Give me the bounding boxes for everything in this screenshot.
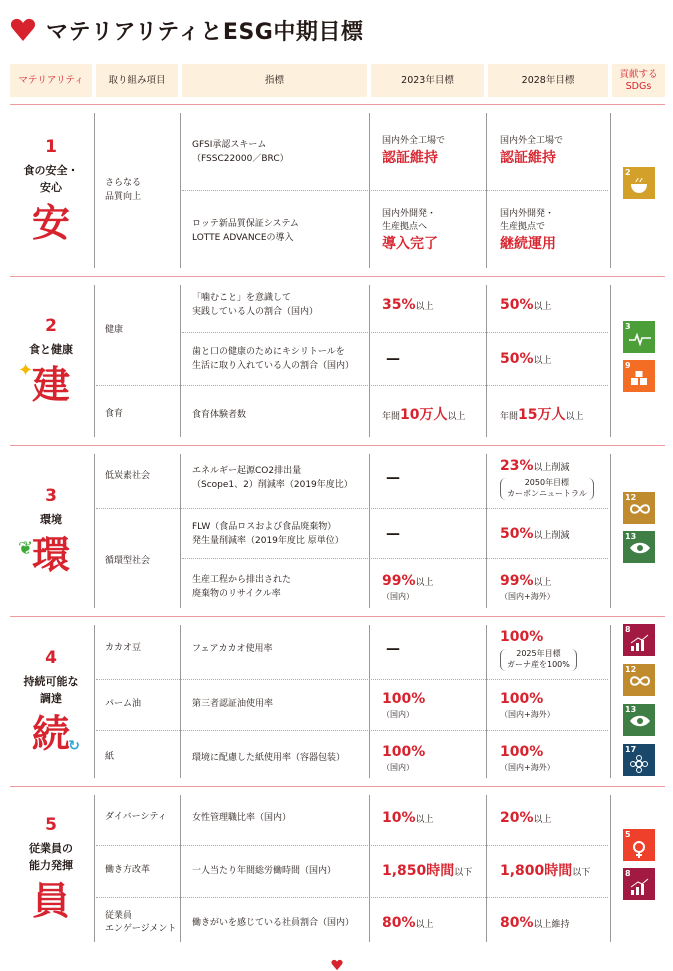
indicator: 一人当たり年間総労働時間（国内） bbox=[192, 865, 337, 876]
sdg-badge: 8 bbox=[623, 868, 655, 900]
target-2023: 国内外開発・ 生産拠点へ 導入完了 bbox=[382, 208, 438, 252]
materiality-label: 環境 bbox=[40, 512, 62, 526]
target-2023: 国内外全工場で 認証維持 bbox=[382, 136, 446, 167]
header-2023: 2023年目標 bbox=[371, 64, 484, 97]
header-2028: 2028年目標 bbox=[488, 64, 608, 97]
target-2028: 50%以上削減 bbox=[500, 525, 570, 542]
sub-item: さらなる 品質向上 bbox=[105, 178, 142, 202]
infinity-icon bbox=[629, 502, 651, 516]
materiality-kanji: 安 bbox=[31, 201, 70, 246]
materiality-cell bbox=[10, 277, 92, 445]
target-2028: 100% 2025年目標 ガーナ産を100% bbox=[500, 621, 577, 677]
target-2028: 50%以上 bbox=[500, 296, 552, 313]
indicator: フェアカカオ使用率 bbox=[192, 643, 273, 654]
target-2023: 35%以上 bbox=[382, 296, 434, 313]
indicator: エネルギー起源CO2排出量 （Scope1、2）削減率（2019年度比） bbox=[192, 465, 353, 490]
materiality-label: 持続可能な 調達 bbox=[23, 674, 79, 705]
target-2028: 50%以上 bbox=[500, 350, 552, 367]
indicator: ロッテ新品質保証システム LOTTE ADVANCEの導入 bbox=[192, 218, 299, 243]
header-materiality: マテリアリティ bbox=[10, 64, 92, 97]
indicator: 女性管理職比率（国内） bbox=[192, 812, 292, 823]
header-indicator: 指標 bbox=[182, 64, 367, 97]
sdg-badge: 3 bbox=[623, 321, 655, 353]
target-2028: 100% （国内+海外） bbox=[500, 744, 555, 773]
indicator: 食育体験者数 bbox=[192, 409, 247, 420]
target-2023: — bbox=[386, 469, 400, 486]
sdg-list bbox=[619, 624, 659, 776]
materiality-section-3 bbox=[10, 446, 665, 616]
target-2023: — bbox=[386, 350, 400, 367]
target-2028: 国内外開発・ 生産拠点で 継続運用 bbox=[500, 208, 556, 252]
sub-item: 食育 bbox=[105, 409, 124, 420]
materiality-cell bbox=[10, 105, 92, 276]
target-2028: 1,800時間以下 bbox=[500, 862, 591, 879]
growth-chart-icon bbox=[629, 878, 649, 896]
target-2028: 国内外全工場で 認証維持 bbox=[500, 136, 564, 167]
materiality-kanji: ✦ 建 bbox=[17, 360, 70, 408]
materiality-label: 従業員の 能力発揮 bbox=[29, 841, 73, 872]
materiality-section-4 bbox=[10, 617, 665, 786]
sub-item: パーム油 bbox=[105, 698, 142, 709]
materiality-number: 1 bbox=[45, 136, 57, 157]
materiality-cell bbox=[10, 787, 92, 950]
target-2023: 年間10万人以上 bbox=[382, 406, 466, 423]
heart-icon bbox=[331, 959, 343, 971]
indicator: 生産工程から排出された 廃棄物のリサイクル率 bbox=[192, 574, 292, 599]
heart-icon bbox=[10, 17, 36, 43]
target-2023: 100% （国内） bbox=[382, 690, 426, 719]
target-2023: 80%以上 bbox=[382, 914, 434, 931]
materiality-label: 食と健康 bbox=[29, 342, 73, 356]
target-2023: 1,850時間以下 bbox=[382, 862, 473, 879]
target-2023: — bbox=[386, 525, 400, 542]
eye-icon bbox=[629, 541, 651, 555]
sub-item: 循環型社会 bbox=[105, 556, 151, 567]
flower-icon bbox=[629, 754, 649, 774]
sparkle-icon: ✦ bbox=[17, 360, 34, 382]
materiality-cell bbox=[10, 617, 92, 786]
materiality-kanji: ❦ 環 bbox=[17, 533, 70, 578]
sdg-badge: 9 bbox=[623, 360, 655, 392]
heartbeat-icon bbox=[629, 331, 651, 347]
target-2023: 10%以上 bbox=[382, 809, 434, 826]
sprout-icon: ❦ bbox=[17, 538, 34, 560]
indicator: 環境に配慮した紙使用率（容器包装） bbox=[192, 752, 346, 763]
gender-icon bbox=[629, 839, 649, 859]
sdg-badge: 17 bbox=[623, 744, 655, 776]
materiality-kanji: 員 bbox=[31, 879, 70, 924]
sdg-list bbox=[619, 492, 659, 563]
target-2028: 年間15万人以上 bbox=[500, 406, 584, 423]
page-title-block bbox=[10, 12, 363, 48]
materiality-kanji: 続 ↻ bbox=[31, 712, 80, 757]
sdg-badge: 5 bbox=[623, 829, 655, 861]
eye-icon bbox=[629, 714, 651, 728]
indicator: 第三者認証油使用率 bbox=[192, 699, 274, 710]
target-2028: 80%以上維持 bbox=[500, 914, 570, 931]
sdg-badge: 12 bbox=[623, 492, 655, 524]
sdg-list bbox=[619, 321, 659, 392]
recycle-icon: ↻ bbox=[68, 738, 80, 755]
page-title: マテリアリティとESG中期目標 bbox=[46, 19, 364, 45]
bowl-icon bbox=[629, 177, 649, 195]
sub-item: 紙 bbox=[105, 752, 115, 763]
materiality-number: 2 bbox=[45, 315, 57, 336]
cubes-icon bbox=[629, 370, 649, 388]
sub-item: カカオ豆 bbox=[105, 643, 142, 654]
materiality-number: 3 bbox=[45, 485, 57, 506]
target-2028: 100% （国内+海外） bbox=[500, 690, 555, 719]
sub-item: ダイバーシティ bbox=[105, 812, 167, 823]
sub-item: 働き方改革 bbox=[105, 865, 151, 876]
target-2028: 99%以上 （国内+海外） bbox=[500, 573, 555, 602]
sdg-badge: 13 bbox=[623, 704, 655, 736]
materiality-number: 5 bbox=[45, 814, 57, 835]
target-2023: — bbox=[386, 640, 400, 657]
sdg-badge: 13 bbox=[623, 531, 655, 563]
growth-chart-icon bbox=[629, 634, 649, 652]
sdg-badge: 8 bbox=[623, 624, 655, 656]
materiality-section-2 bbox=[10, 277, 665, 445]
sub-item: 低炭素社会 bbox=[105, 471, 151, 482]
materiality-section-1 bbox=[10, 105, 665, 276]
target-2028: 23%以上削減 2050年目標 カーボンニュートラル bbox=[500, 450, 594, 506]
header-item: 取り組み項目 bbox=[96, 64, 178, 97]
indicator: 歯と口の健康のためにキシリトールを 生活に取り入れている人の割合（国内） bbox=[192, 346, 355, 371]
header-sdgs: 貢献する SDGs bbox=[612, 64, 665, 97]
materiality-number: 4 bbox=[45, 647, 57, 668]
target-2023: 99%以上 （国内） bbox=[382, 573, 434, 602]
indicator: FLW（食品ロスおよび食品廃棄物） 発生量削減率（2019年度比 原単位） bbox=[192, 521, 344, 546]
sdg-list bbox=[619, 167, 659, 199]
materiality-cell bbox=[10, 446, 92, 616]
sub-item: 健康 bbox=[105, 325, 124, 336]
indicator: GFSI承認スキーム （FSSC22000／BRC） bbox=[192, 139, 289, 164]
target-2028: 20%以上 bbox=[500, 809, 552, 826]
sdg-badge: 2 bbox=[623, 167, 655, 199]
materiality-section-5 bbox=[10, 787, 665, 950]
sdg-list bbox=[619, 829, 659, 900]
indicator: 「噛むこと」を意識して 実践している人の割合（国内） bbox=[192, 292, 319, 317]
table-header bbox=[10, 64, 665, 97]
target-2023: 100% （国内） bbox=[382, 744, 426, 773]
sdg-badge: 12 bbox=[623, 664, 655, 696]
infinity-icon bbox=[629, 674, 651, 688]
sub-item: 従業員 エンゲージメント bbox=[105, 910, 177, 934]
indicator: 働きがいを感じている社員割合（国内） bbox=[192, 917, 355, 928]
materiality-label: 食の安全・ 安心 bbox=[23, 163, 79, 194]
